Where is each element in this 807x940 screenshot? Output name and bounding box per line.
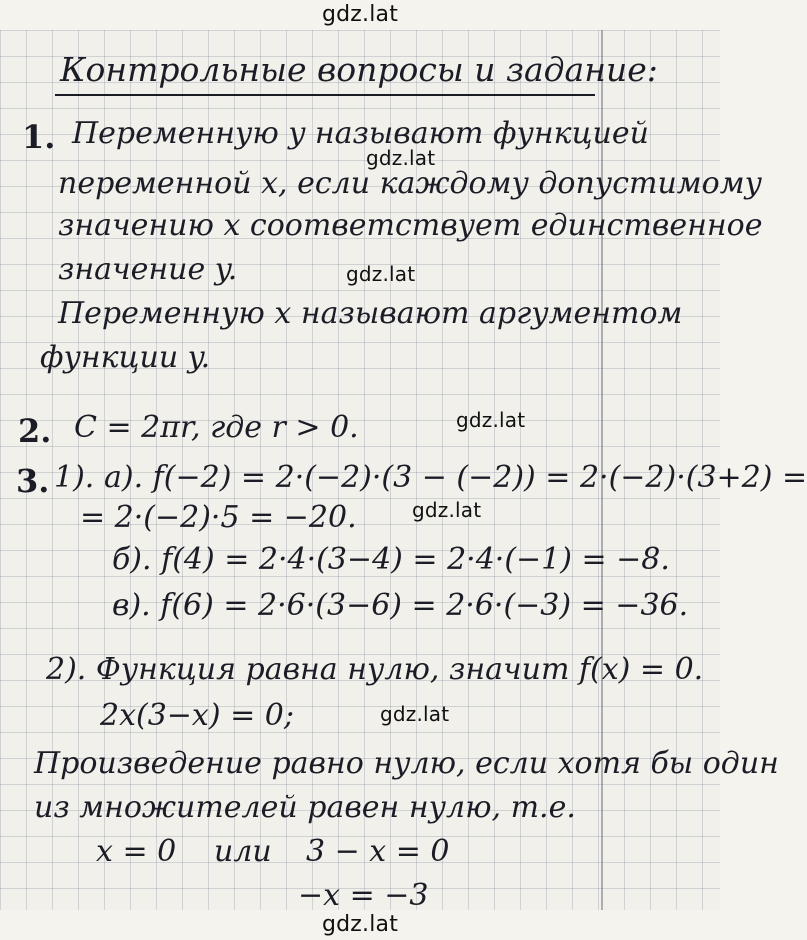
page-title: Контрольные вопросы и задание: (60, 50, 658, 89)
q3-part1-a-line1: а). f(−2) = 2·(−2)·(3 − (−2)) = 2·(−2)·(3+2) = (104, 460, 807, 495)
q1-number: 1. (22, 118, 56, 156)
q1-line-1: Переменную y называют функцией (72, 116, 649, 151)
watermark-5: gdz.lat (380, 702, 450, 726)
q2-text: C = 2πr, где r > 0. (74, 410, 359, 445)
q3-part2-three-minus-x: 3 − x = 0 (306, 834, 450, 869)
watermark-1: gdz.lat (366, 146, 436, 170)
q3-number: 3. (16, 462, 50, 500)
q3-part2-line3: Произведение равно нулю, если хотя бы один (34, 746, 779, 781)
watermark-4: gdz.lat (412, 498, 482, 522)
q2-number: 2. (18, 412, 52, 450)
q1-line-2: переменной x, если каждому допустимому (58, 166, 762, 201)
watermark-bottom: gdz.lat (321, 912, 399, 937)
q3-part2-line2: 2x(3−x) = 0; (100, 698, 294, 733)
q1-line-5: Переменную x называют аргументом (58, 296, 683, 331)
watermark-2: gdz.lat (346, 262, 416, 286)
watermark-top: gdz.lat (321, 2, 399, 27)
q3-part1-label: 1). (54, 460, 95, 495)
q1-line-6: функции y. (40, 340, 211, 375)
q3-part2-x-zero: x = 0 (96, 834, 177, 869)
q1-line-3: значению x соответствует единственное (58, 208, 763, 243)
title-underline (55, 94, 595, 96)
q3-part2-line1: 2). Функция равна нулю, значит f(x) = 0. (46, 652, 704, 687)
q3-part2-line6: −x = −3 (298, 878, 429, 913)
q3-part1-a-line2: = 2·(−2)·5 = −20. (80, 500, 357, 535)
q3-part1-v-line: в). f(6) = 2·6·(3−6) = 2·6·(−3) = −36. (112, 588, 689, 623)
watermark-3: gdz.lat (456, 408, 526, 432)
q1-line-4: значение y. (58, 252, 238, 287)
q3-part2-or: или (214, 834, 272, 869)
q3-part1-b-line: б). f(4) = 2·4·(3−4) = 2·4·(−1) = −8. (112, 542, 670, 577)
q3-part2-line4: из множителей равен нулю, т.е. (34, 790, 576, 825)
